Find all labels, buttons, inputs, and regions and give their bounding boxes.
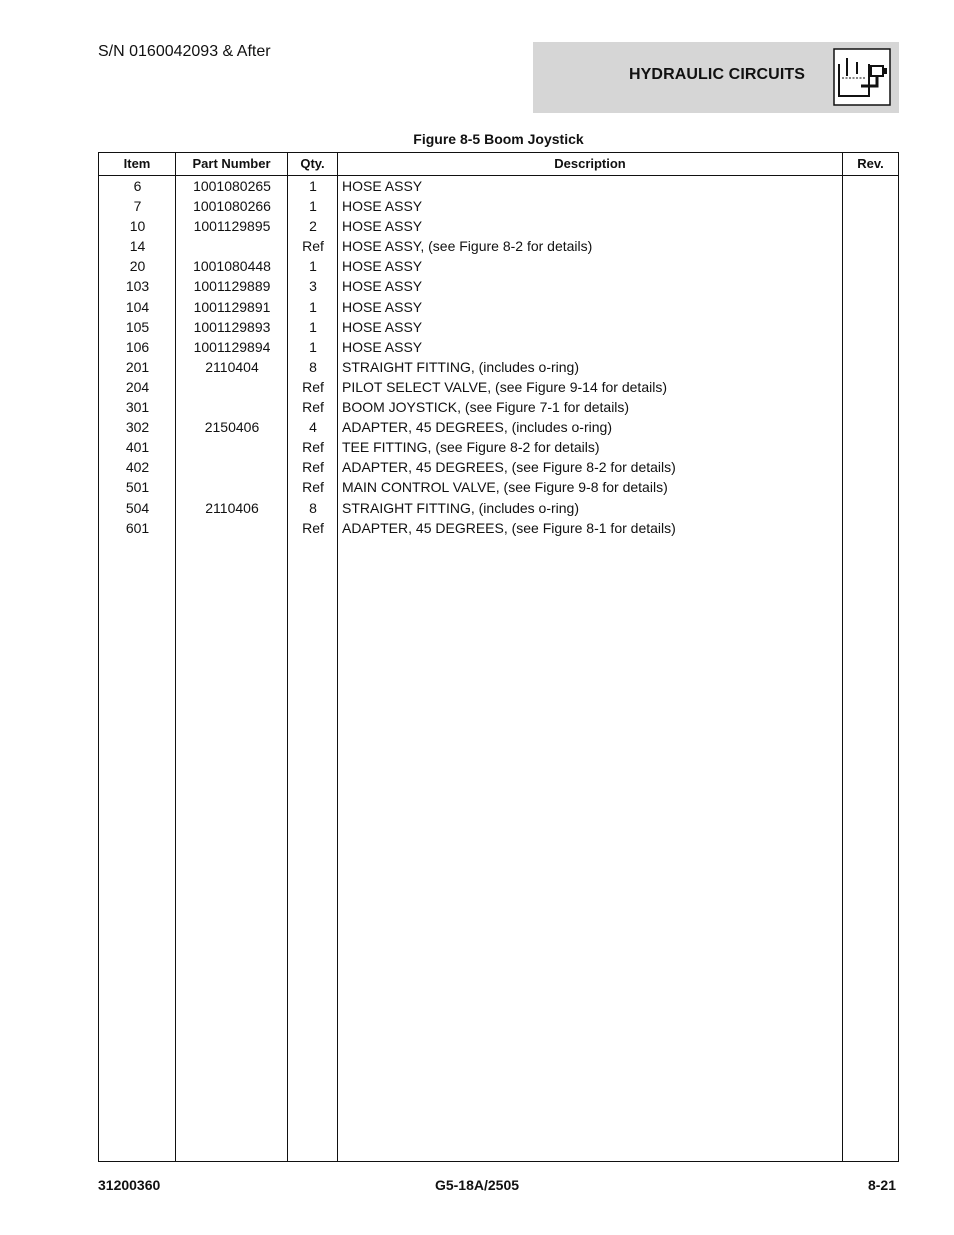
table-row [99, 236, 898, 256]
cell-part-number: 1001080448 [193, 258, 271, 275]
cell-qty: Ref [302, 519, 324, 536]
cell-description: HOSE ASSY [342, 338, 423, 355]
cell-description: HOSE ASSY [342, 298, 423, 315]
cell-description: HOSE ASSY [342, 278, 423, 295]
cell-item: 201 [125, 358, 150, 375]
cell-item: 104 [125, 298, 150, 315]
table-row [99, 377, 898, 397]
table-row [99, 437, 898, 457]
cell-qty: Ref [302, 378, 324, 395]
cell-item: 14 [129, 238, 146, 255]
cell-qty: 8 [309, 358, 317, 375]
cell-item: 401 [125, 439, 150, 456]
cell-description: ADAPTER, 45 DEGREES, (includes o-ring) [342, 419, 612, 436]
table-row [99, 477, 898, 497]
serial-range: S/N 0160042093 & After [98, 43, 271, 60]
cell-description: HOSE ASSY, (see Figure 8-2 for details) [342, 238, 593, 255]
parts-table [98, 152, 899, 1162]
cell-description: ADAPTER, 45 DEGREES, (see Figure 8-1 for details) [342, 519, 676, 536]
cell-description: MAIN CONTROL VALVE, (see Figure 9-8 for details) [342, 479, 668, 496]
cell-item: 103 [125, 278, 150, 295]
cell-part-number: 1001129894 [193, 338, 271, 355]
table-row [99, 216, 898, 236]
table-row [99, 317, 898, 337]
cell-item: 7 [133, 198, 142, 215]
cell-part-number: 2110406 [205, 499, 259, 516]
cell-description: STRAIGHT FITTING, (includes o-ring) [342, 499, 580, 516]
document-number: 31200360 [98, 1177, 161, 1193]
cell-qty: 1 [309, 318, 317, 335]
cell-qty: Ref [302, 459, 324, 476]
page-number: 8-21 [867, 1177, 896, 1193]
table-row [99, 276, 898, 296]
cell-part-number: 1001129893 [193, 318, 271, 335]
table-row [99, 297, 898, 317]
cell-description: HOSE ASSY [342, 258, 423, 275]
cell-item: 6 [133, 178, 142, 194]
cell-item: 105 [125, 318, 150, 335]
cell-part-number: 1001129889 [193, 278, 271, 295]
section-title: HYDRAULIC CIRCUITS [629, 66, 806, 83]
cell-part-number: 1001080265 [193, 178, 271, 194]
column-header-description: Description [554, 156, 626, 171]
table-row [99, 518, 898, 538]
cell-qty: Ref [302, 439, 324, 456]
hydraulic-reservoir-icon [833, 48, 891, 106]
cell-description: HOSE ASSY [342, 218, 423, 235]
table-row [99, 397, 898, 417]
cell-item: 301 [125, 399, 150, 416]
table-row [99, 337, 898, 357]
cell-description: PILOT SELECT VALVE, (see Figure 9-14 for details) [342, 378, 667, 395]
table-row [99, 417, 898, 437]
cell-part-number: 1001129891 [193, 298, 271, 315]
figure-title: Figure 8-5 Boom Joystick [413, 131, 584, 147]
cell-description: HOSE ASSY [342, 178, 423, 194]
cell-item: 302 [125, 419, 150, 436]
column-header-item: Item [123, 156, 151, 171]
cell-item: 20 [129, 258, 146, 275]
section-tab [533, 42, 899, 113]
cell-item: 601 [125, 519, 150, 536]
cell-qty: 1 [309, 298, 317, 315]
cell-item: 504 [125, 499, 150, 516]
cell-description: STRAIGHT FITTING, (includes o-ring) [342, 358, 580, 375]
cell-description: HOSE ASSY [342, 318, 423, 335]
cell-qty: 8 [309, 499, 317, 516]
cell-qty: Ref [302, 238, 324, 255]
cell-item: 106 [125, 338, 150, 355]
cell-qty: Ref [302, 479, 324, 496]
cell-qty: 1 [309, 258, 317, 275]
table-row [99, 457, 898, 477]
cell-qty: Ref [302, 399, 324, 416]
cell-item: 501 [125, 479, 150, 496]
column-header-qty: Qty. [300, 156, 325, 171]
cell-description: BOOM JOYSTICK, (see Figure 7-1 for details) [342, 399, 630, 416]
column-header-rev: Rev. [857, 156, 884, 171]
cell-qty: 1 [309, 198, 317, 215]
table-row [99, 256, 898, 276]
cell-part-number: 2110404 [205, 358, 259, 375]
cell-item: 204 [125, 378, 150, 395]
cell-qty: 3 [309, 278, 317, 295]
cell-description: TEE FITTING, (see Figure 8-2 for details) [342, 439, 600, 456]
cell-part-number: 2150406 [204, 419, 260, 436]
cell-qty: 2 [309, 218, 317, 235]
table-row [99, 196, 898, 216]
cell-item: 10 [129, 218, 146, 235]
table-row [99, 357, 898, 377]
table-body [99, 176, 898, 538]
cell-part-number: 1001129895 [193, 218, 271, 235]
table-row [99, 498, 898, 518]
cell-description: ADAPTER, 45 DEGREES, (see Figure 8-2 for details) [342, 459, 676, 476]
model-number: G5-18A/2505 [434, 1177, 520, 1193]
cell-qty: 4 [309, 419, 317, 436]
cell-qty: 1 [309, 338, 317, 355]
cell-qty: 1 [309, 178, 317, 194]
cell-description: HOSE ASSY [342, 198, 423, 215]
cell-item: 402 [125, 459, 150, 476]
column-header-part-number: Part Number [192, 156, 271, 171]
table-row [99, 176, 898, 196]
cell-part-number: 1001080266 [193, 198, 271, 215]
